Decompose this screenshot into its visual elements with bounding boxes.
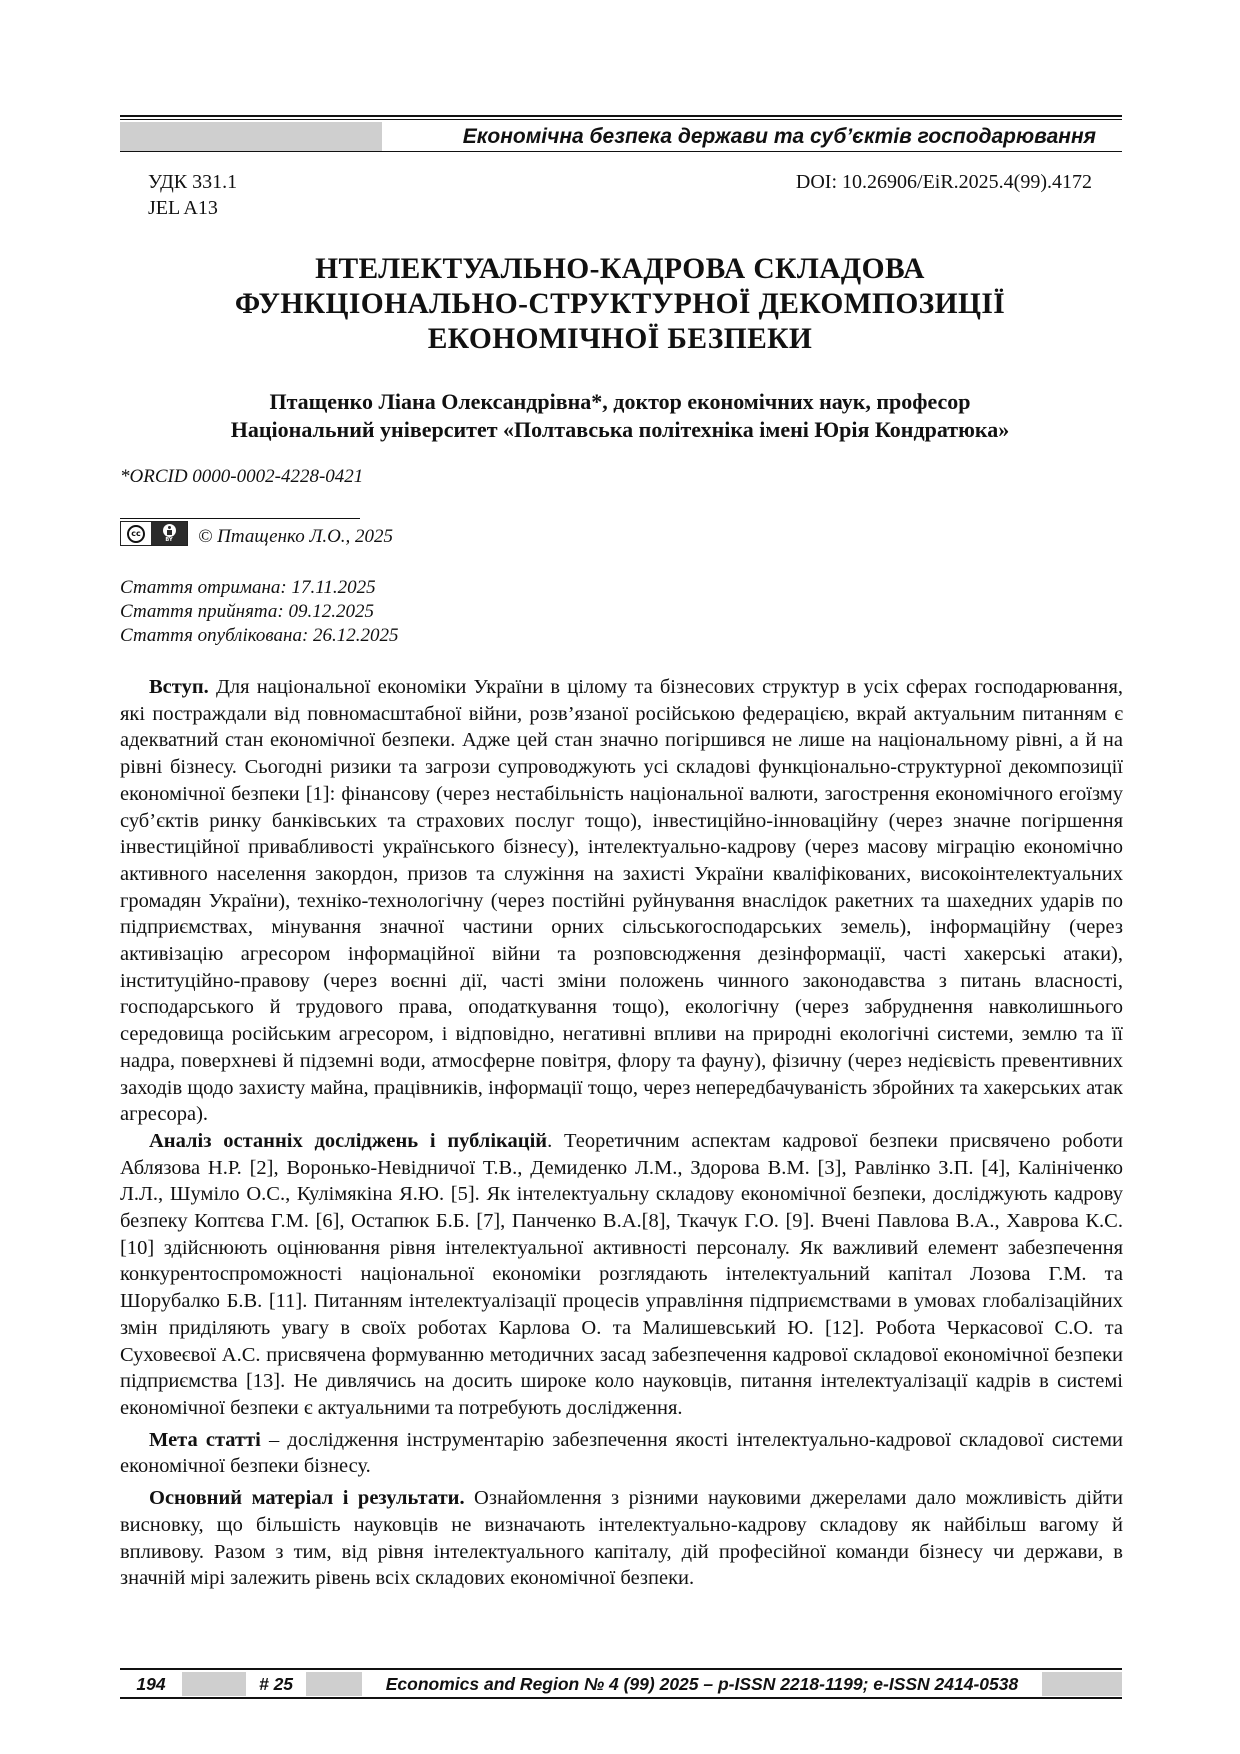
jel-code: JEL A13	[148, 197, 218, 219]
intro-heading: Вступ.	[149, 676, 209, 698]
analysis-heading: Аналіз останніх досліджень і публікацій	[149, 1129, 548, 1152]
main-text: Ознайомлення з різними науковими джерелами дало можливість дійти висновку, що більшість науковців не визначають інтелектуально-кадрову складову як найбільш вагому й впливову. Разом з тим, від рівня інтелектуального капіталу, дій професійної команди бізнесу чи держави, в значній мірі залежить рівень всіх складових економічної безпеки.	[120, 1487, 1123, 1590]
journal-citation: Economics and Region № 4 (99) 2025 – p-ISSN 2218-1199; e-ISSN 2414-0538	[385, 1674, 1019, 1694]
orcid[interactable]: *ORCID 0000-0002-4228-0421	[120, 466, 364, 487]
analysis-paragraph	[120, 1128, 1123, 1422]
footer-bottom-rule	[120, 1697, 1122, 1699]
main-heading: Основний матеріал і результати.	[149, 1487, 465, 1510]
footer-gray-block	[306, 1672, 362, 1696]
title-line: НТЕЛЕКТУАЛЬНО-КАДРОВА СКЛАДОВА	[315, 253, 925, 285]
goal-paragraph	[120, 1427, 1123, 1480]
analysis-text: . Теоретичним аспектам кадрової безпеки присвячено роботи Аблязова Н.Р. [2], Воронько-Невідничої Т.В., Демиденко Л.М., Здорова В.М. [3], Равлінко З.П. [4], Калініченко Л.Л., Шуміло О.С., Кулімякіна Я.Ю. [5]. Як інтелектуальну складову економічної безпеки, досліджують кадрову безпеку Коптєва Г.М. [6], Остапюк Б.Б. [7], Панченко В.А.[8], Ткачук Г.О. [9]. Вчені Павлова В.А., Хаврова К.С. [10] здійснюють оцінювання рівня інтелектуальної активності персоналу. Як важливий елемент забезпечення конкурентоспроможності національної економіки розглядають інтелектуальний капітал Лозова Г.М. та Шорубалко Б.В. [11]. Питанням інтелектуалізації процесів управління підприємствами в умовах глобалізаційних змін приділяють увагу в своїх роботах Карлова О. та Малишевський Ю. [12]. Робота Черкасової С.О. та Суховеєвої А.С. присвячена формуванню методичних засад забезпечення кадрової складової економічної безпеки підприємства [13]. Не дивлячись на досить широке коло науковців, питання інтелектуалізації кадрів в системі економічної безпеки є актуальними та потребують дослідження.	[120, 1129, 1123, 1419]
cc-icon: cc	[127, 525, 145, 543]
article-title	[150, 252, 1090, 357]
copyright: © Птащенко Л.О., 2025	[198, 526, 394, 547]
title-line: ЕКОНОМІЧНОЇ БЕЗПЕКИ	[427, 323, 813, 355]
by-label: BY	[165, 537, 173, 543]
running-header	[120, 122, 1122, 151]
issue-number: # 25	[258, 1674, 294, 1694]
cc-by-license-icon[interactable]	[120, 521, 188, 546]
doi[interactable]: DOI: 10.26906/EiR.2025.4(99).4172	[795, 171, 1092, 193]
goal-heading: Мета статті	[149, 1428, 261, 1451]
author-block	[150, 388, 1090, 444]
attribution-icon	[163, 524, 176, 537]
footer-top-rule	[120, 1668, 1122, 1670]
article-dates	[120, 576, 399, 648]
footer-gray-block	[182, 1672, 246, 1696]
running-footer	[120, 1672, 1122, 1696]
author-name: Птащенко Ліана Олександрівна*, доктор економічних наук, професор	[269, 389, 971, 414]
footer-gray-block	[1042, 1672, 1122, 1696]
journal-section-title: Економічна безпека держави та суб’єктів господарювання	[462, 125, 1096, 148]
title-line: ФУНКЦІОНАЛЬНО-СТРУКТУРНОЇ ДЕКОМПОЗИЦІЇ	[234, 288, 1006, 320]
date-accepted: Стаття прийнята: 09.12.2025	[120, 601, 374, 622]
header-rule	[120, 115, 1122, 120]
article-body	[120, 674, 1123, 1592]
header-gray-block	[120, 122, 382, 151]
header-bottom-rule	[120, 151, 1122, 152]
intro-text: Для національної економіки України в цілому та бізнесових структур в усіх сферах господарювання, які постраждали від повномасштабної війни, розв’язаної російською федерацією, вкрай актуальним питанням є адекватний стан економічної безпеки. Адже цей стан значно погіршився не лише на національному рівні, а й на рівні бізнесу. Сьогодні ризики та загрози супроводжують усі складові функціонально-структурної декомпозиції економічної безпеки [1]: фінансову (через нестабільність національної валюти, загострення економічного егоїзму суб’єктів ринку банківських та страхових послуг тощо), інвестиційно-інноваційну (через значне погіршення інвестиційної привабливості українського бізнесу), інтелектуально-кадрову (через масову міграцію економічно активного населення закордон, призов та служіння на захисті України кваліфікованих, високоінтелектуальних громадян України), техніко-технологічну (через постійні руйнування внаслідок ракетних та шахедних ударів по підприємствах, мінування значної частини орних сільськогосподарських земель), інформаційну (через активізацію агресором інформаційної війни та розповсюдження дезінформації, часті хакерські атаки), інституційно-правову (через воєнні дії, часті зміни положень чинного законодавства з питань власності, господарського й трудового права, оподаткування тощо), екологічну (через забруднення навколишнього середовища російським агресором, і відповідно, негативні впливи на природні екологічні системи, землю та її надра, поверхневі й підземні води, атмосферне повітря, флору та фауну), фізичну (через недієвість превентивних заходів щодо захисту майна, працівників, інформації тощо, через непередбачуваність збройних та хакерських атак агресора).	[120, 676, 1123, 1126]
intro-paragraph	[120, 674, 1123, 1128]
date-published: Стаття опублікована: 26.12.2025	[120, 625, 399, 646]
main-paragraph	[120, 1485, 1123, 1592]
udk-code: УДК 331.1	[148, 171, 238, 193]
author-affiliation: Національний університет «Полтавська політехніка імені Юрія Кондратюка»	[230, 417, 1010, 442]
page-number: 194	[136, 1674, 166, 1694]
date-received: Стаття отримана: 17.11.2025	[120, 577, 376, 598]
license-rule	[120, 518, 360, 519]
goal-text: – дослідження інструментарію забезпечення якості інтелектуально-кадрової складової системи економічної безпеки бізнесу.	[120, 1428, 1123, 1478]
